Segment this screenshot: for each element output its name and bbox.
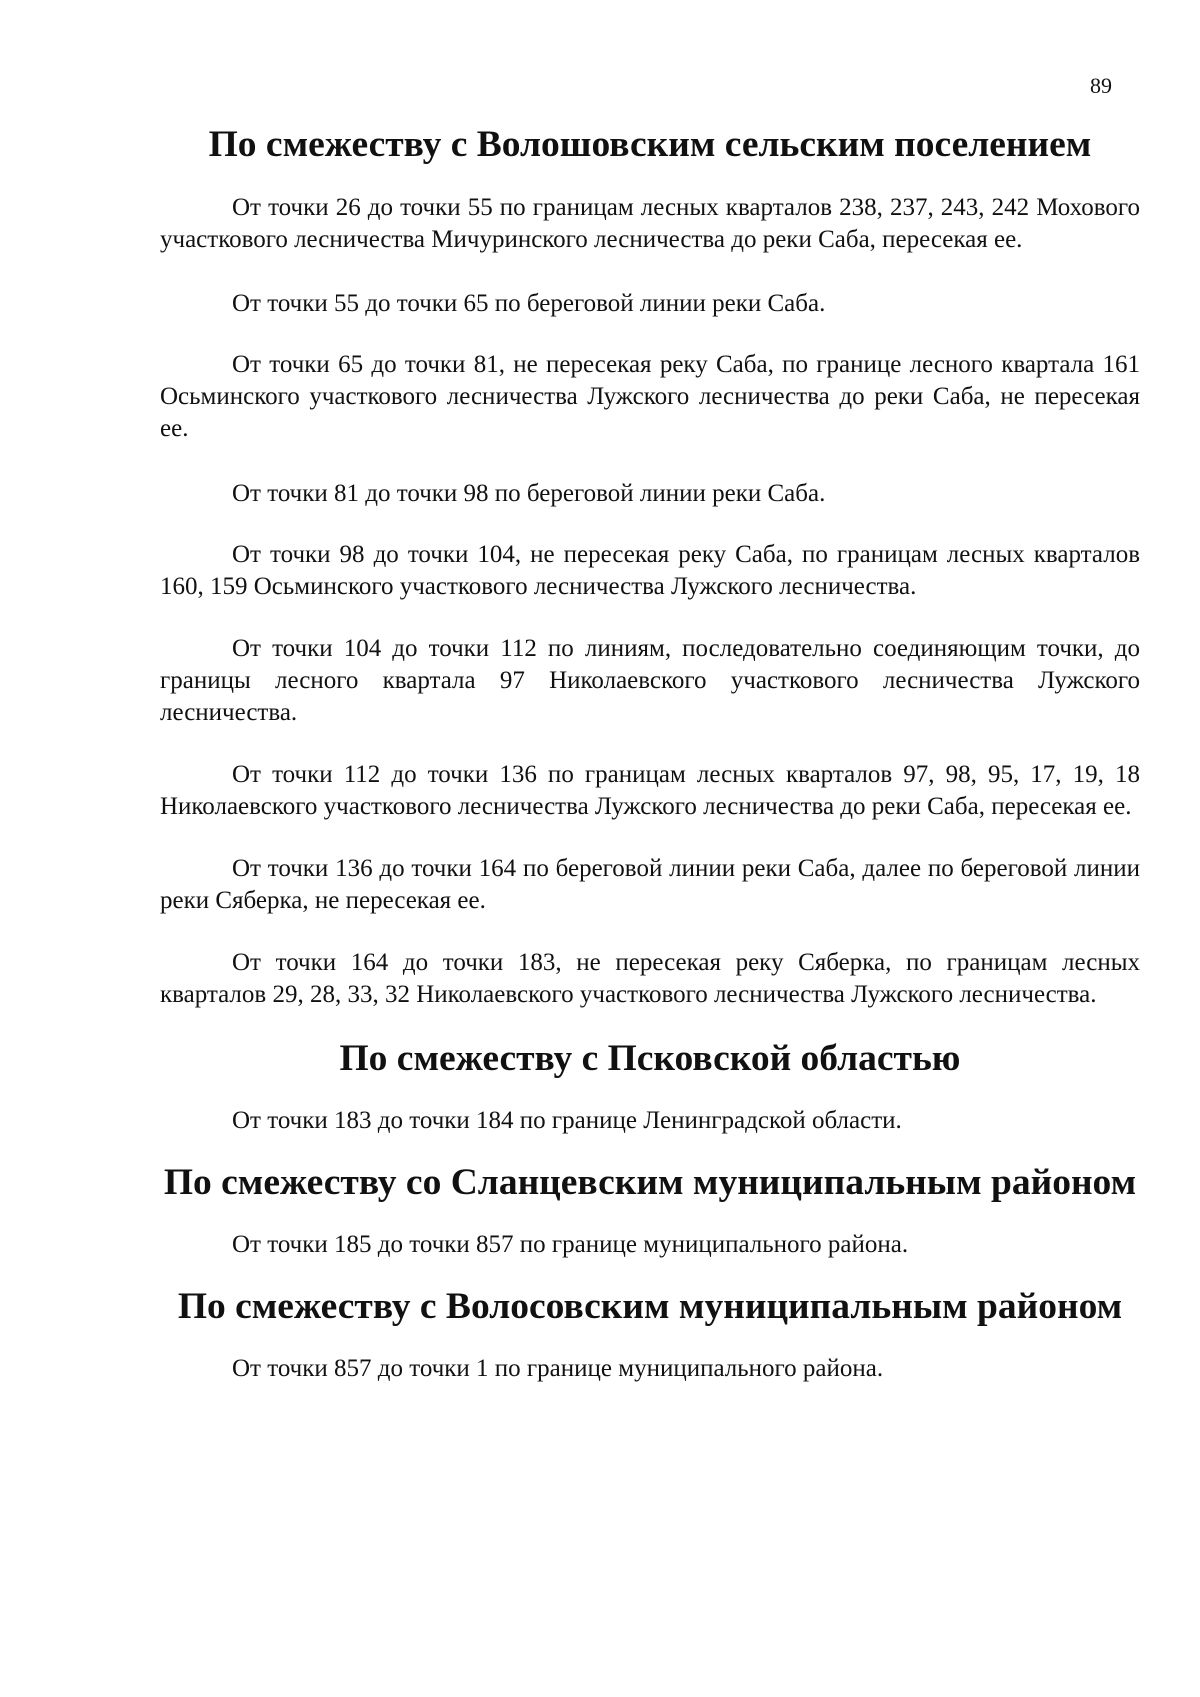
paragraph: От точки 55 до точки 65 по береговой линии реки Саба. (232, 290, 826, 317)
section-heading-volosovo: По смежеству с Волосовским муниципальным районом (177, 1286, 1123, 1327)
paragraph: От точки 185 до точки 857 по границе муниципального района. (232, 1231, 909, 1258)
section-heading-voloshovo: По смежеству с Волошовским сельским поселением (208, 124, 1092, 165)
paragraph: От точки 65 до точки 81, не пересекая реку Саба, по границе лесного квартала 161 Осьминского участкового лесничества Лужского лесничества до реки Саба, не пересекая ее. (160, 351, 1140, 442)
paragraph: От точки 98 до точки 104, не пересекая реку Саба, по границам лесных кварталов 160, 159 Осьминского участкового лесничества Лужского лесничества. (160, 541, 1140, 600)
paragraph: От точки 136 до точки 164 по береговой линии реки Саба, далее по береговой линии реки Сяберка, не пересекая ее. (160, 855, 1140, 914)
paragraph: От точки 164 до точки 183, не пересекая реку Сяберка, по границам лесных кварталов 29, 28, 33, 32 Николаевского участкового лесничества Лужского лесничества. (160, 949, 1140, 1008)
paragraph: От точки 104 до точки 112 по линиям, последовательно соединяющим точки, до границы лесного квартала 97 Николаевского участкового лесничества Лужского лесничества. (160, 635, 1140, 726)
document-body (160, 124, 1140, 1385)
paragraph: От точки 857 до точки 1 по границе муниципального района. (232, 1355, 884, 1382)
paragraph: От точки 183 до точки 184 по границе Ленинградской области. (232, 1107, 902, 1134)
section-heading-pskov: По смежеству с Псковской областью (339, 1038, 961, 1079)
section-heading-slantsy: По смежеству со Сланцевским муниципальным районом (163, 1162, 1137, 1203)
paragraph: От точки 112 до точки 136 по границам лесных кварталов 97, 98, 95, 17, 19, 18 Николаевского участкового лесничества Лужского лесничества до реки Саба, пересекая ее. (160, 761, 1140, 820)
paragraph: От точки 81 до точки 98 по береговой линии реки Саба. (232, 480, 826, 507)
page-number: 89 (1090, 73, 1112, 98)
paragraph: От точки 26 до точки 55 по границам лесных кварталов 238, 237, 243, 242 Мохового участкового лесничества Мичуринского лесничества до реки Саба, пересекая ее. (160, 194, 1140, 253)
